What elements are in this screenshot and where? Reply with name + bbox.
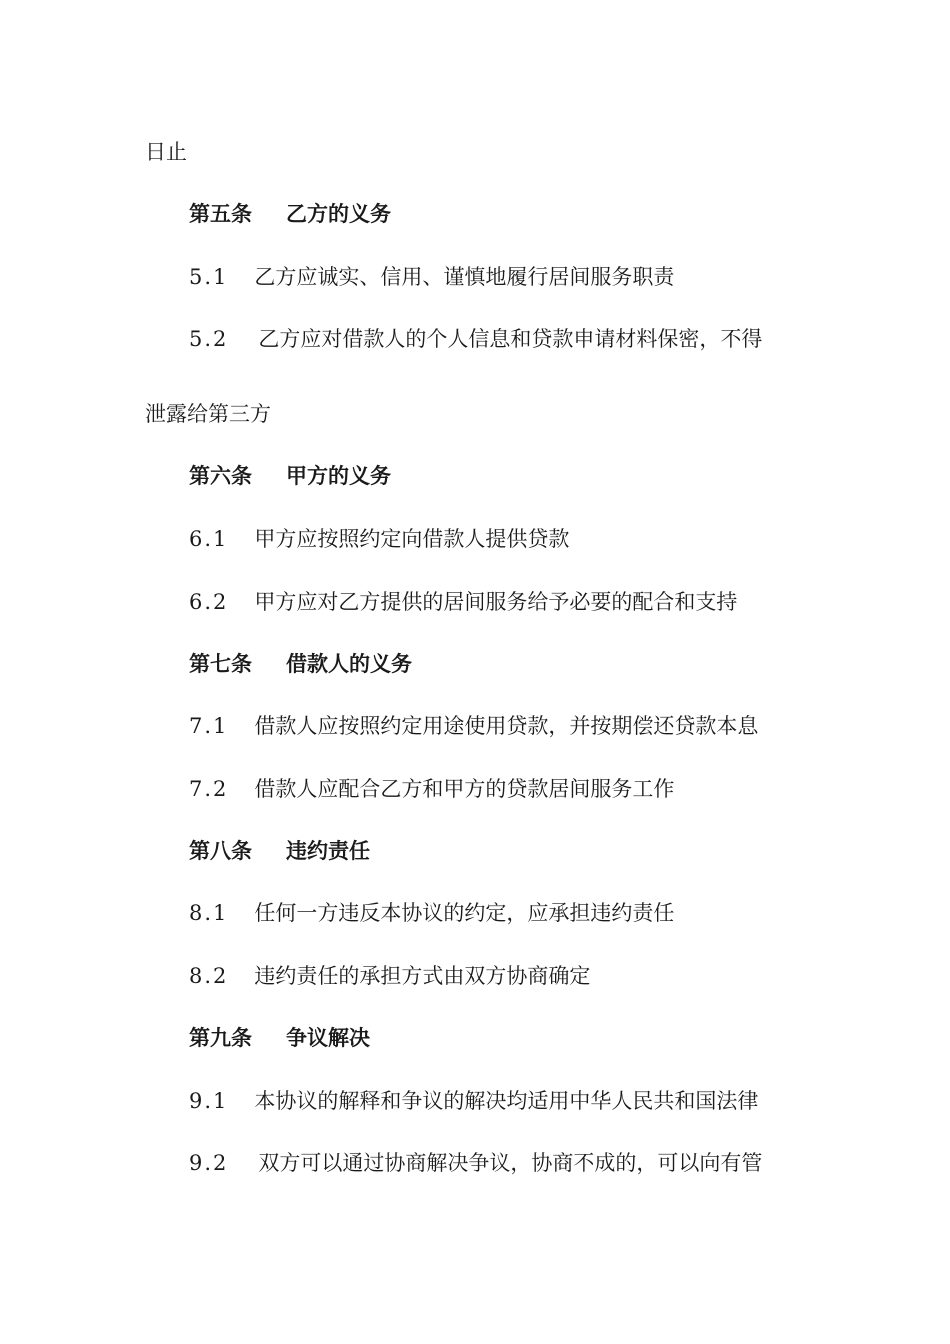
continuation-text-1: 日止 [145,140,187,164]
clause-5-2-text: 乙方应对借款人的个人信息和贷款申请材料保密，不得 [258,327,763,351]
article-7-number: 第七条 [189,651,252,676]
clause-9-2-number: 9.2 [189,1151,229,1175]
clause-7-1 [189,712,758,740]
clause-5-1-text: 乙方应诚实、信用、谨慎地履行居间服务职责 [254,265,675,289]
clause-7-1-number: 7.1 [189,714,229,738]
clause-5-2 [189,325,762,353]
clause-8-2 [189,962,590,990]
clause-9-1-text: 本协议的解释和争议的解决均适用中华人民共和国法律 [254,1089,759,1113]
clause-8-2-number: 8.2 [189,964,229,988]
article-8-heading [189,837,370,865]
clause-6-1-number: 6.1 [189,527,229,551]
clause-9-1 [189,1087,758,1115]
clause-6-2 [189,588,737,616]
clause-8-1-number: 8.1 [189,901,229,925]
clause-8-1-text: 任何一方违反本协议的约定，应承担违约责任 [254,901,675,925]
clause-5-1-number: 5.1 [189,265,229,289]
clause-9-2 [189,1149,762,1177]
clause-6-2-text: 甲方应对乙方提供的居间服务给予必要的配合和支持 [254,590,738,614]
clause-8-1 [189,899,674,927]
article-5-number: 第五条 [189,201,252,226]
article-9-title: 争议解决 [286,1025,370,1050]
clause-7-2-text: 借款人应配合乙方和甲方的贷款居间服务工作 [254,777,675,801]
article-6-title: 甲方的义务 [286,463,391,488]
clause-6-1 [189,525,569,553]
clause-5-1 [189,263,674,291]
clause-6-2-number: 6.2 [189,590,229,614]
clause-6-1-text: 甲方应按照约定向借款人提供贷款 [254,527,570,551]
article-9-heading [189,1024,370,1052]
article-5-title: 乙方的义务 [286,201,391,226]
continuation-text-2: 泄露给第三方 [145,402,271,426]
article-7-heading [189,650,412,678]
clause-7-2-number: 7.2 [189,777,229,801]
article-5-heading [189,200,391,228]
article-9-number: 第九条 [189,1025,252,1050]
clause-7-1-text: 借款人应按照约定用途使用贷款，并按期偿还贷款本息 [254,714,759,738]
clause-7-2 [189,775,674,803]
article-8-title: 违约责任 [286,838,370,863]
article-7-title: 借款人的义务 [286,651,412,676]
article-6-number: 第六条 [189,463,252,488]
clause-9-2-text: 双方可以通过协商解决争议，协商不成的，可以向有管 [258,1151,763,1175]
clause-5-2-continuation [145,400,271,428]
clause-5-2-number: 5.2 [189,327,229,351]
continuation-text [145,138,187,166]
clause-9-1-number: 9.1 [189,1089,229,1113]
article-8-number: 第八条 [189,838,252,863]
clause-8-2-text: 违约责任的承担方式由双方协商确定 [254,964,591,988]
article-6-heading [189,462,391,490]
